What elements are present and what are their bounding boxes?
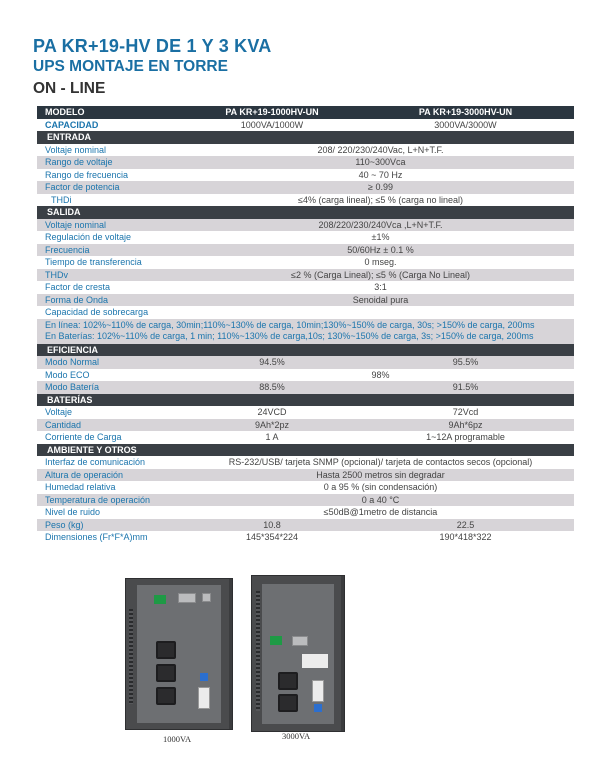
- table-row: Nivel de ruido ≤50dB@1metro de distancia: [37, 506, 574, 519]
- capacity-label: CAPACIDAD: [37, 119, 187, 132]
- section-entrada: ENTRADA: [37, 131, 574, 144]
- table-row: Factor de cresta 3:1: [37, 281, 574, 294]
- table-row: THDi ≤4% (carga lineal); ≤5 % (carga no lineal): [37, 194, 574, 207]
- rs232-port: [292, 636, 308, 646]
- input-switch: [200, 673, 208, 681]
- header-model-2: PA KR+19-3000HV-UN: [357, 106, 574, 119]
- rating-label: [302, 654, 328, 668]
- outlet-1: [278, 672, 298, 690]
- header-label: MODELO: [37, 106, 187, 119]
- table-row: Frecuencia 50/60Hz ± 0.1 %: [37, 244, 574, 257]
- ups-1000va-image: [125, 578, 233, 730]
- table-row: Capacidad de sobrecarga: [37, 306, 574, 319]
- page-subtitle: UPS MONTAJE EN TORRE: [33, 58, 228, 75]
- outlet-2: [278, 694, 298, 712]
- table-row: THDv ≤2 % (Carga Lineal); ≤5 % (Carga No Lineal): [37, 269, 574, 282]
- caption-1000va: 1000VA: [163, 734, 192, 744]
- table-row: [37, 319, 574, 344]
- side-vent: [129, 609, 133, 704]
- table-row: Rango de frecuencia 40 ~ 70 Hz: [37, 169, 574, 182]
- table-row: Modo ECO 98%: [37, 369, 574, 382]
- table-row: Voltaje nominal 208/220/230/240Vca ,L+N+T.F.: [37, 219, 574, 232]
- capacity-value-2: 3000VA/3000W: [357, 119, 574, 132]
- table-row: Voltaje nominal 208/ 220/230/240Vac, L+N+T.F.: [37, 144, 574, 157]
- breaker: [312, 680, 324, 702]
- capacity-value-1: 1000VA/1000W: [187, 119, 357, 132]
- rs232-port: [178, 593, 196, 603]
- epo-connector: [270, 636, 282, 645]
- table-row: Factor de potencia ≥ 0.99: [37, 181, 574, 194]
- sobrecarga-baterias: En Baterías: 102%~110% de carga, 1 min; 110%~130% de carga,10s; 130%~150% de carga, 3s; >150% de carga, 200ms: [45, 331, 534, 341]
- page-title: PA KR+19-HV DE 1 Y 3 KVA: [33, 36, 272, 56]
- spec-table: [37, 106, 574, 544]
- table-row: Rango de voltaje 110~300Vca: [37, 156, 574, 169]
- section-eficiencia: EFICIENCIA: [37, 344, 574, 357]
- outlet-1: [156, 641, 176, 659]
- header-row: [37, 106, 574, 119]
- table-row: Modo Normal 94.5% 95.5%: [37, 356, 574, 369]
- input-switch: [314, 704, 322, 712]
- side-vent: [256, 591, 260, 711]
- section-ambiente: AMBIENTE Y OTROS: [37, 444, 574, 457]
- table-row: Altura de operación Hasta 2500 metros sin degradar: [37, 469, 574, 482]
- table-row: Temperatura de operación 0 a 40 °C: [37, 494, 574, 507]
- usb-port: [202, 593, 211, 602]
- mode-label: ON - LINE: [33, 80, 106, 97]
- table-row: Regulación de voltaje ±1%: [37, 231, 574, 244]
- ups-3000va-image: [251, 575, 345, 732]
- table-row: Modo Batería 88.5% 91.5%: [37, 381, 574, 394]
- sobrecarga-linea: En línea: 102%~110% de carga, 30min;110%~130% de carga, 10min;130%~150% de carga, 30s; >150% de carga, 200ms: [45, 319, 535, 330]
- epo-connector: [154, 595, 166, 604]
- section-salida: SALIDA: [37, 206, 574, 219]
- table-row: Forma de Onda Senoidal pura: [37, 294, 574, 307]
- capacity-row: [37, 119, 574, 132]
- breaker: [198, 687, 210, 709]
- table-row: Humedad relativa 0 a 95 % (sin condensación): [37, 481, 574, 494]
- table-row: Corriente de Carga 1 A 1~12A programable: [37, 431, 574, 444]
- table-row: Dimensiones (Fr*F*A)mm 145*354*224 190*418*322: [37, 531, 574, 544]
- table-row: Peso (kg) 10.8 22.5: [37, 519, 574, 532]
- header-model-1: PA KR+19-1000HV-UN: [187, 106, 357, 119]
- caption-3000va: 3000VA: [282, 731, 311, 741]
- outlet-2: [156, 664, 176, 682]
- table-row: Cantidad 9Ah*2pz 9Ah*6pz: [37, 419, 574, 432]
- table-row: Tiempo de transferencia 0 mseg.: [37, 256, 574, 269]
- outlet-3: [156, 687, 176, 705]
- section-baterias: BATERÍAS: [37, 394, 574, 407]
- table-row: Interfaz de comunicación RS-232/USB/ tarjeta SNMP (opcional)/ tarjeta de contactos secos (opcional): [37, 456, 574, 469]
- table-row: Voltaje 24VCD 72Vcd: [37, 406, 574, 419]
